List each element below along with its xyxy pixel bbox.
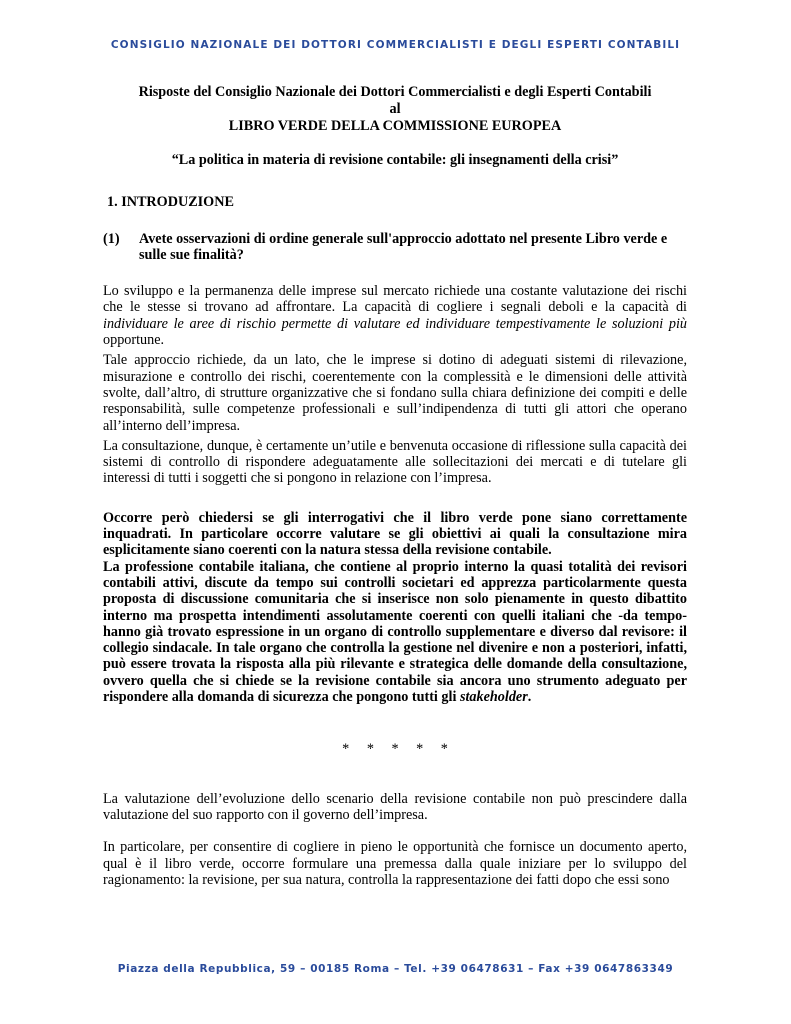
bold-statement <box>103 510 687 706</box>
bold-paragraph-2 <box>103 559 687 706</box>
paragraph-3: La consultazione, dunque, è certamente un’utile e benvenuta occasione di riflessione sulla capacità dei sistemi di controllo di rispondere adeguatamente alle sollecitazioni dei mercati e di tutelare gli interessi di tutti i soggetti che si pongono in relazione con l’impresa. <box>103 437 687 487</box>
paragraph-5: La valutazione dell’evoluzione dello scenario della revisione contabile non può prescindere dalla valutazione del suo rapporto con il governo dell’impresa. <box>103 790 687 823</box>
title-line-1: Risposte del Consiglio Nazionale dei Dottori Commercialisti e degli Esperti Contabili <box>138 84 652 100</box>
title-line-3: LIBRO VERDE DELLA COMMISSIONE EUROPEA <box>228 118 562 134</box>
bold-paragraph-1: Occorre però chiedersi se gli interrogativi che il libro verde pone siano correttamente inquadrati. In particolare occorre valutare se gli obiettivi ai quali la consultazione mira esplicitamente siano coerenti con la natura stessa della revisione contabile. <box>103 509 687 559</box>
document-title <box>103 84 687 135</box>
bold-paragraph-2-italic: stakeholder <box>459 689 528 706</box>
paragraph-2: Tale approccio richiede, da un lato, che le imprese si dotino di adeguati sistemi di rilevazione, misurazione e controllo dei rischi, coerentemente con la complessità e le dimensioni delle attività svolte, dall’altro, di strutture organizzative che si fondano sulla chiara definizione dei compiti e delle responsabilità, sulle competenze professionali e sull’indipendenza di tutti gli attori che operano all’interno dell’impresa. <box>103 352 687 434</box>
document-subtitle: “La politica in materia di revisione contabile: gli insegnamenti della crisi” <box>171 152 619 168</box>
section-heading: 1. INTRODUZIONE <box>107 194 234 211</box>
bold-paragraph-2-text: La professione contabile italiana, che contiene al proprio interno la quasi totalità dei revisori contabili attivi, discute da tempo sui controlli societari ed apprezza particolarmente questa proposta di discussione comunitaria che si inserisce non solo pienamente in questo dibattito interno ma prospetta intendimenti assolutamente coerenti con quelli italiani che -da tempo- hanno già trovato espressione in un organo di controllo supplementare e diverso dal revisore: il collegio sindacale. In tale organo che controlla la gestione nel divenire e non a posteriori, infatti, può essere trovata la risposta alla più rilevante e strategica delle domande della consultazione, ovvero quella che si chiede se la revisione contabile sia ancora uno strumento adeguato per rispondere alla domanda di sicurezza che pongono tutti gli <box>103 558 687 706</box>
section-separator: * * * * * <box>342 741 448 758</box>
paragraph-6: In particolare, per consentire di cogliere in pieno le opportunità che fornisce un documento aperto, qual è il libro verde, occorre formulare una premessa dalla quale iniziare per lo sviluppo del ragionamento: la revisione, per sua natura, controlla la rappresentazione dei fatti dopo che essi sono <box>103 839 687 888</box>
page-footer: Piazza della Repubblica, 59 – 00185 Roma – Tel. +39 06478631 – Fax +39 0647863349 <box>117 963 674 975</box>
question-text: Avete osservazioni di ordine generale sull'approccio adottato nel presente Libro verde e sulle sue finalità? <box>139 230 668 263</box>
paragraph-1 <box>103 283 687 348</box>
paragraph-1-text: Lo sviluppo e la permanenza delle imprese sul mercato richiede una costante valutazione dei rischi che le stesse si trovano ad affrontare. La capacità di cogliere i segnali deboli e la capacità di <box>103 283 687 316</box>
paragraph-1-italic: individuare le aree di rischio permette di valutare ed individuare tempestivamente le soluzioni più <box>103 315 687 332</box>
document-body <box>103 84 687 888</box>
paragraph-1-end: opportune. <box>103 332 165 349</box>
bold-paragraph-2-end: . <box>527 689 532 706</box>
page-header: CONSIGLIO NAZIONALE DEI DOTTORI COMMERCIALISTI E DEGLI ESPERTI CONTABILI <box>110 39 681 51</box>
question-1 <box>103 231 687 264</box>
title-line-2: al <box>389 101 401 117</box>
question-number: (1) <box>103 230 120 247</box>
